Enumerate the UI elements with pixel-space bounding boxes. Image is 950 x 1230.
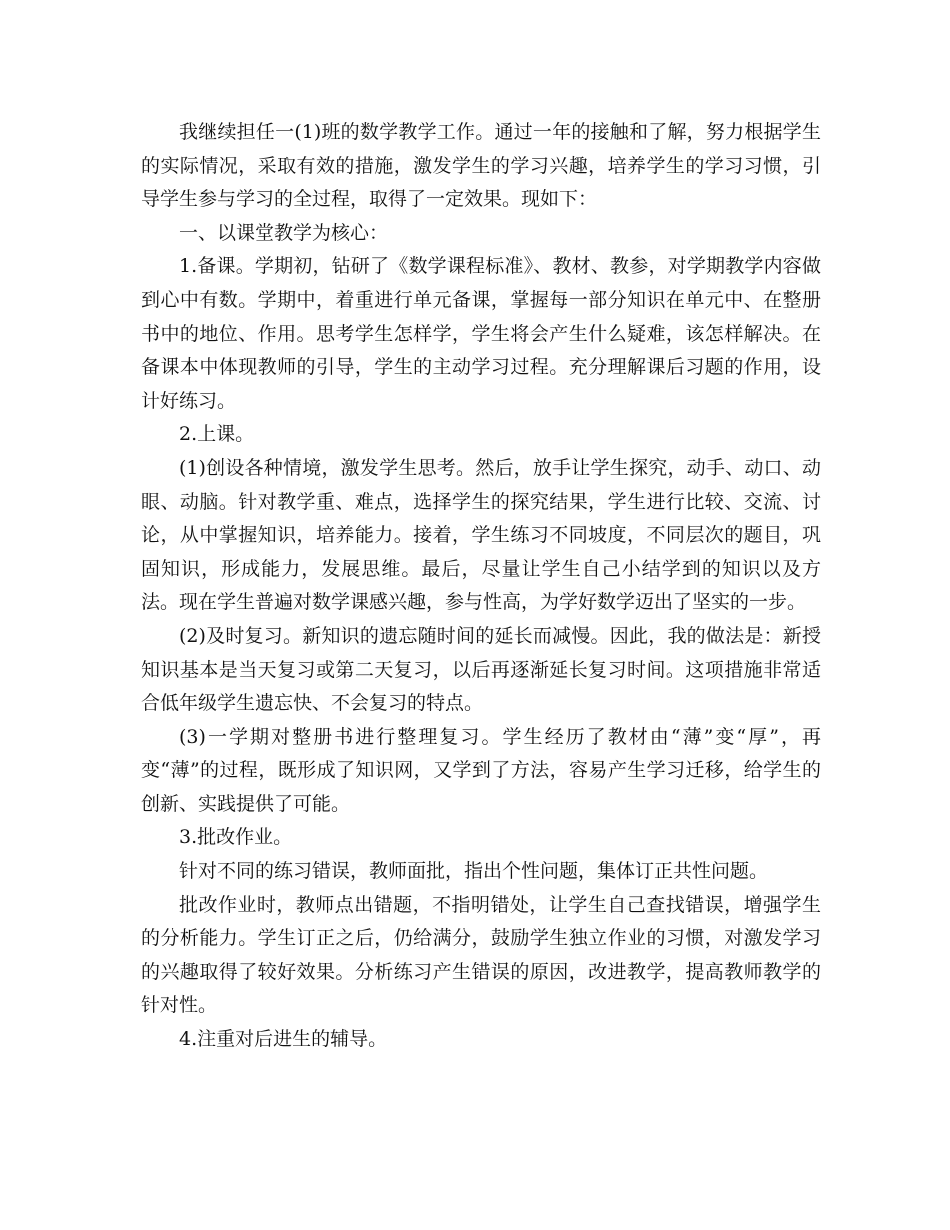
- paragraph-correction-method: 批改作业时，教师点出错题，不指明错处，让学生自己查找错误，增强学生的分析能力。学生订正之后，仍给满分，鼓励学生独立作业的习惯，对激发学习的兴趣取得了较好效果。分析练习产生错误的原因，改进教学，提高教师教学的针对性。: [141, 893, 821, 1017]
- paragraph-timely-review: (2)及时复习。新知识的遗忘随时间的延长而减慢。因此，我的做法是：新授知识基本是当天复习或第二天复习，以后再逐渐延长复习时间。这项措施非常适合低年级学生遗忘快、不会复习的特点。: [141, 624, 821, 715]
- paragraph-semester-review: (3)一学期对整册书进行整理复习。学生经历了教材由“薄”变“厚”，再变“薄”的过程，既形成了知识网，又学到了方法，容易产生学习迁移，给学生的创新、实践提供了可能。: [141, 725, 821, 815]
- document-body: [141, 116, 821, 1057]
- paragraph-create-situations: (1)创设各种情境，激发学生思考。然后，放手让学生探究，动手、动口、动眼、动脑。针对教学重、难点，选择学生的探究结果，学生进行比较、交流、讨论，从中掌握知识，培养能力。接着，学生练习不同坡度，不同层次的题目，巩固知识，形成能力，发展思维。最后，尽量让学生自己小结学到的知识以及方法。现在学生普遍对数学课感兴趣，参与性高，为学好数学迈出了坚实的一步。: [141, 456, 821, 614]
- paragraph-intro: 我继续担任一(1)班的数学教学工作。通过一年的接触和了解，努力根据学生的实际情况，采取有效的措施，激发学生的学习兴趣，培养学生的学习习惯，引导学生参与学习的全过程，取得了一定效果。现如下：: [141, 121, 821, 211]
- subheading-homework-correction: 3.批改作业。: [179, 826, 293, 849]
- subheading-tutoring-struggling-students: 4.注重对后进生的辅导。: [179, 1028, 388, 1051]
- paragraph-face-to-face-correction: 针对不同的练习错误，教师面批，指出个性问题，集体订正共性问题。: [179, 860, 769, 883]
- section-heading-classroom-teaching: 一、以课堂教学为核心：: [179, 221, 389, 244]
- paragraph-lesson-preparation: 1.备课。学期初，钻研了《数学课程标准》、教材、教参，对学期教学内容做到心中有数。学期中，着重进行单元备课，掌握每一部分知识在单元中、在整册书中的地位、作用。思考学生怎样学，学生将会产生什么疑难，该怎样解决。在备课本中体现教师的引导，学生的主动学习过程。充分理解课后习题的作用，设计好练习。: [141, 255, 821, 412]
- subheading-class-teaching: 2.上课。: [179, 423, 255, 446]
